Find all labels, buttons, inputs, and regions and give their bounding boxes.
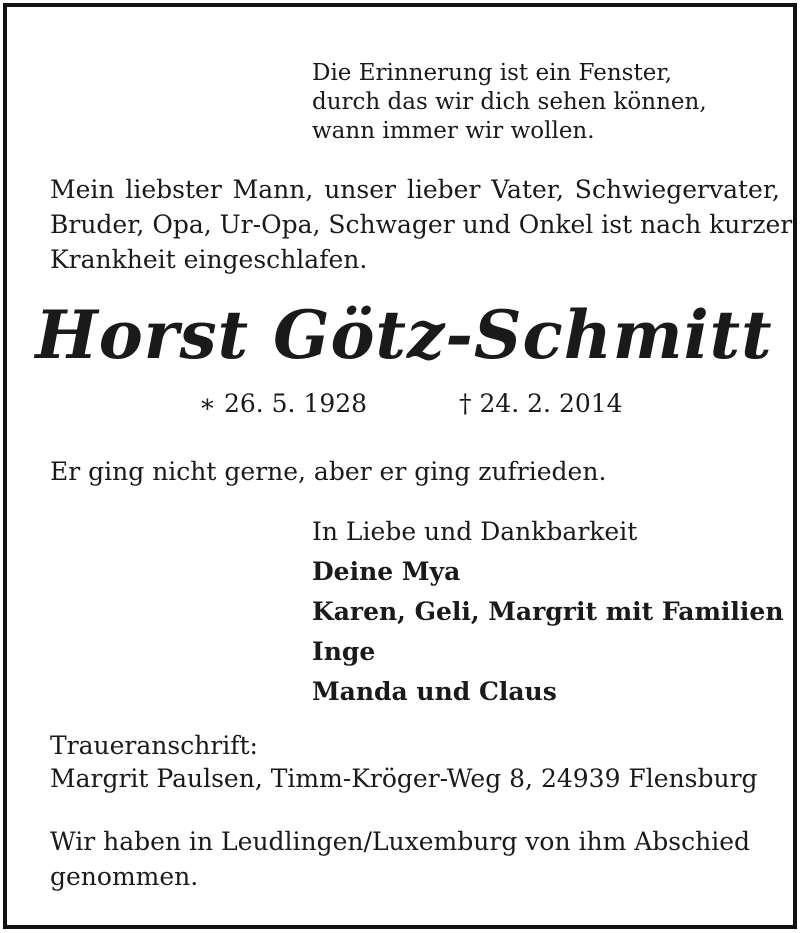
address-label: Traueranschrift: (50, 731, 258, 760)
address-line: Margrit Paulsen, Timm-Kröger-Weg 8, 24939 Flensburg (50, 764, 758, 793)
motto-verse (312, 59, 707, 146)
deceased-name: Horst Götz-Schmitt (35, 296, 773, 374)
intro-line: Krankheit eingeschlafen. (50, 245, 368, 274)
mourner-name: Manda und Claus (312, 677, 557, 706)
intro-line: Mein liebster Mann, unser lieber Vater, Schwiegervater, (50, 175, 780, 204)
signoff-intro: In Liebe und Dankbarkeit (312, 517, 638, 546)
motto-line: wann immer wir wollen. (312, 118, 595, 144)
intro-paragraph (50, 172, 793, 277)
mourning-address (50, 729, 758, 795)
birth-date: ∗ 26. 5. 1928 (199, 389, 368, 418)
farewell-note (50, 824, 750, 894)
mourners-signoff (312, 512, 784, 712)
motto-line: Die Erinnerung ist ein Fenster, (312, 60, 673, 86)
obituary-frame (3, 3, 797, 929)
mourner-name: Deine Mya (312, 557, 461, 586)
quote-line: Er ging nicht gerne, aber er ging zufrieden. (50, 457, 607, 486)
motto-line: durch das wir dich sehen können, (312, 89, 707, 115)
farewell-line: genommen. (50, 862, 199, 891)
mourner-name: Karen, Geli, Margrit mit Familien (312, 597, 784, 626)
farewell-line: Wir haben in Leudlingen/Luxemburg von ihm Abschied (50, 827, 751, 856)
intro-line: Bruder, Opa, Ur-Opa, Schwager und Onkel ist nach kurzer (50, 210, 793, 239)
mourner-name: Inge (312, 637, 376, 666)
death-date: † 24. 2. 2014 (459, 389, 623, 418)
